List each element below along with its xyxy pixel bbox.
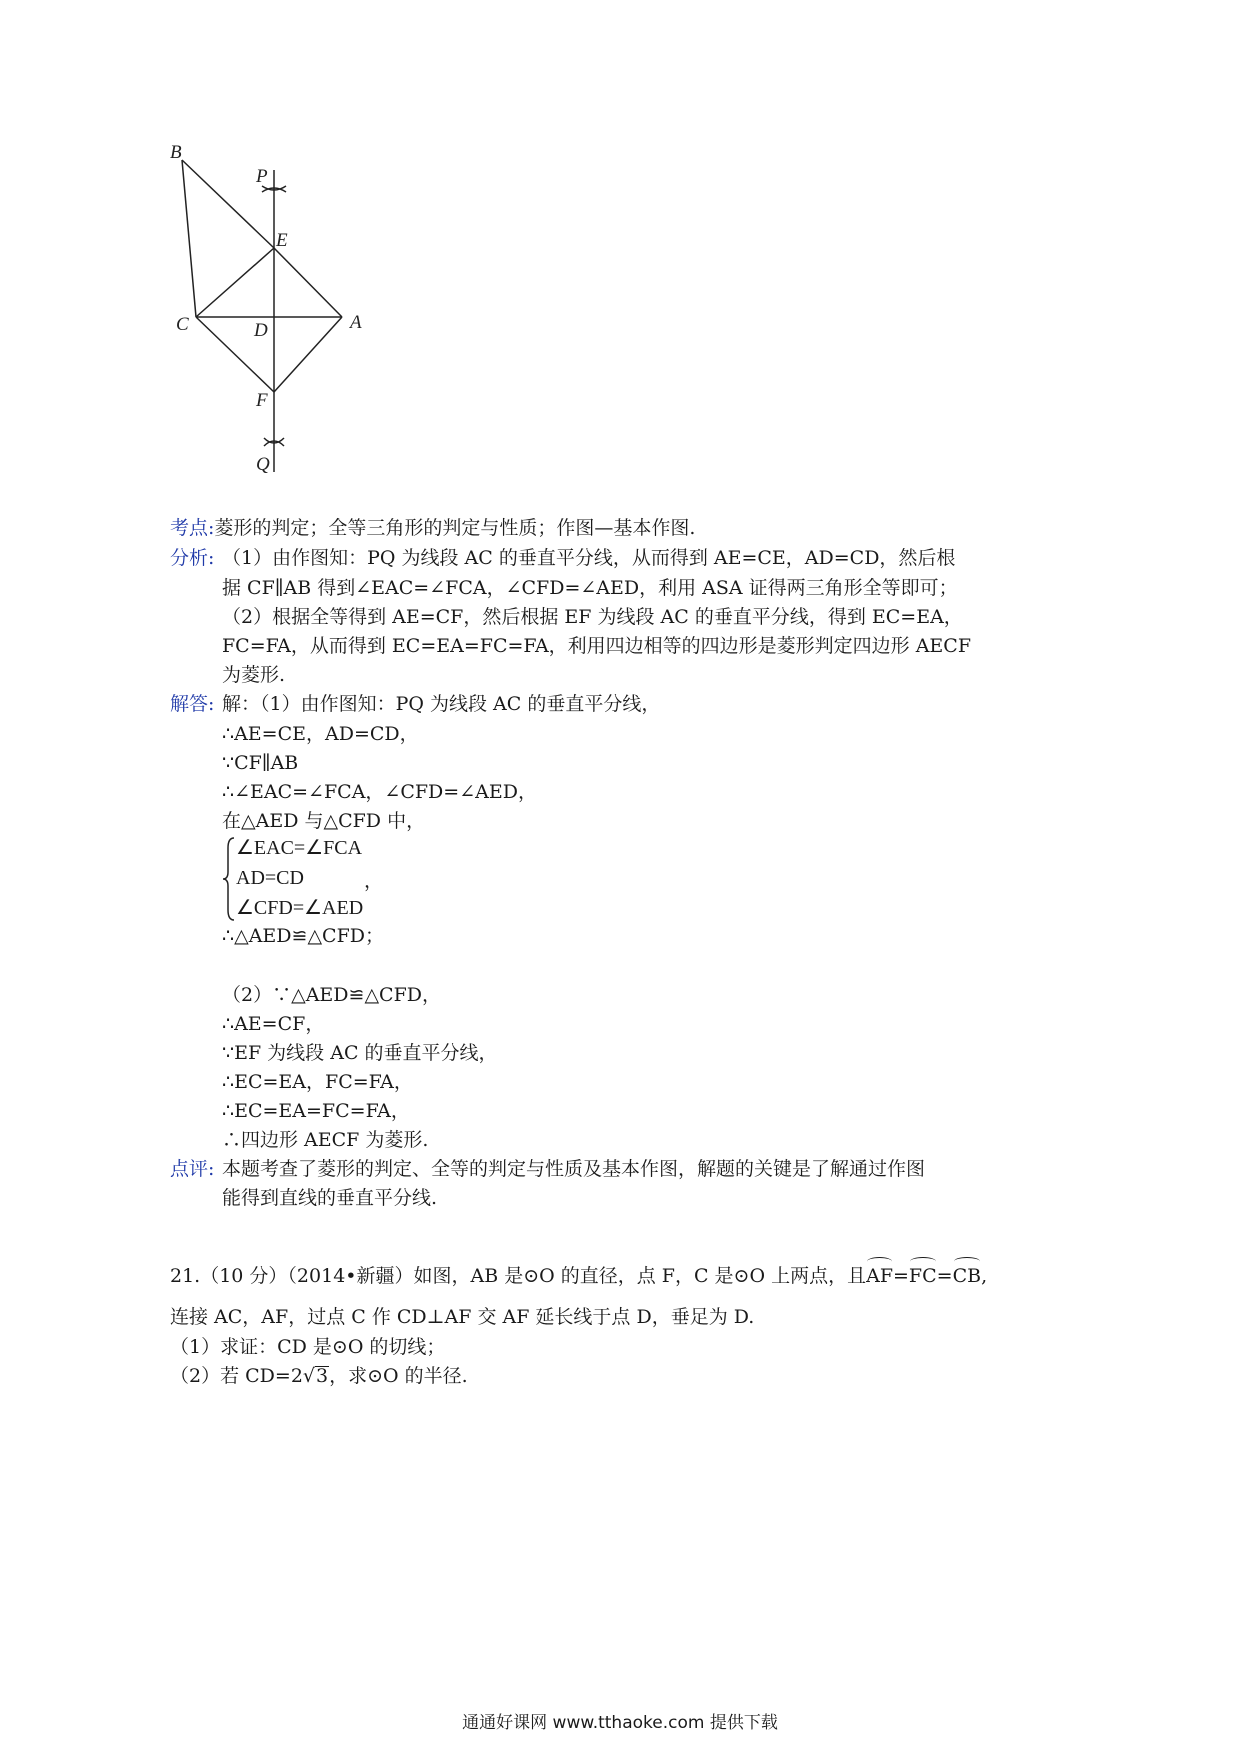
- problem21-line2: 连接 AC，AF，过点 C 作 CD⊥AF 交 AF 延长线于点 D，垂足为 D.: [170, 1306, 755, 1328]
- jieda-line: 在△AED 与△CFD 中，: [222, 810, 426, 832]
- dianping-line: 能得到直线的垂直平分线.: [222, 1187, 438, 1209]
- condition-row: ∠CFD=∠AED: [236, 897, 364, 919]
- condition-row: AD=CD: [236, 867, 304, 889]
- fenxi-line: 为菱形.: [222, 664, 286, 686]
- label-A: A: [350, 312, 362, 333]
- rhombus-construction-figure: [170, 140, 430, 540]
- jieda-conclusion: ∴△AED≌△CFD；: [222, 925, 385, 947]
- q2-suffix: ，求⊙O 的半径.: [329, 1365, 468, 1387]
- part2-line: ∴EC=EA，FC=FA，: [222, 1071, 413, 1093]
- problem21-question1: （1）求证：CD 是⊙O 的切线；: [170, 1336, 446, 1358]
- part2-line: ∴EC=EA=FC=FA，: [222, 1100, 410, 1122]
- kaodian-text: 菱形的判定；全等三角形的判定与性质；作图—基本作图.: [214, 517, 696, 539]
- part2-line: ∴四边形 AECF 为菱形.: [222, 1129, 429, 1151]
- arc-CB: CB: [952, 1265, 982, 1287]
- fenxi-line: （1）由作图知：PQ 为线段 AC 的垂直平分线，从而得到 AE=CE，AD=CD，然后根: [222, 547, 956, 569]
- line-end-comma: ,: [981, 1265, 988, 1287]
- label-C: C: [176, 314, 189, 335]
- segment-FA: [274, 317, 342, 392]
- sqrt-radicand: 3: [316, 1365, 329, 1387]
- fenxi-line: FC=FA，从而得到 EC=EA=FC=FA，利用四边相等的四边形是菱形判定四边形 AECF: [222, 635, 972, 657]
- problem21-text: 21.（10 分）（2014•新疆）如图，AB 是⊙O 的直径，点 F，C 是⊙O 上两点，且: [170, 1265, 867, 1287]
- label-F: F: [256, 390, 268, 411]
- problem21-line1: [170, 1264, 987, 1288]
- label-B: B: [170, 142, 182, 163]
- equals-sign: =: [893, 1265, 909, 1287]
- part2-line: ∴AE=CF，: [222, 1013, 325, 1035]
- problem21-question2: （2）若 CD=2√3，求⊙O 的半径.: [170, 1365, 468, 1387]
- label-P: P: [256, 166, 268, 187]
- left-brace: [222, 836, 236, 922]
- condition-row: ∠EAC=∠FCA: [236, 837, 363, 859]
- jieda-line: ∵CF∥AB: [222, 752, 299, 774]
- dianping-line: 本题考查了菱形的判定、全等的判定与性质及基本作图，解题的关键是了解通过作图: [222, 1158, 926, 1180]
- jieda-first-line: 解：（1）由作图知：PQ 为线段 AC 的垂直平分线，: [222, 693, 661, 715]
- fenxi-label: 分析:: [170, 547, 215, 569]
- part2-line: ∵EF 为线段 AC 的垂直平分线，: [222, 1042, 498, 1064]
- kaodian-label: 考点:: [170, 517, 215, 539]
- q2-prefix: （2）若 CD=2: [170, 1365, 303, 1387]
- jieda-label: 解答:: [170, 693, 215, 715]
- arc-AF: AF: [866, 1265, 893, 1287]
- kaodian-row: [170, 516, 695, 540]
- label-Q: Q: [256, 454, 270, 475]
- segment-CE: [196, 248, 274, 317]
- segment-EA: [274, 248, 342, 317]
- label-E: E: [276, 230, 288, 251]
- equals-sign: =: [936, 1265, 953, 1287]
- jieda-line: ∴AE=CE，AD=CD，: [222, 723, 419, 745]
- segment-BC: [182, 160, 196, 317]
- page-footer: 通通好课网 www.tthaoke.com 提供下载: [462, 1713, 778, 1733]
- arc-FC: FC: [908, 1265, 937, 1287]
- brace-comma: ，: [364, 870, 384, 892]
- part2-line: （2）∵△AED≌△CFD，: [222, 984, 442, 1006]
- fenxi-line: （2）根据全等得到 AE=CF，然后根据 EF 为线段 AC 的垂直平分线，得到 EC=EA，: [222, 606, 963, 628]
- label-D: D: [254, 320, 268, 341]
- dianping-label: 点评:: [170, 1158, 215, 1180]
- jieda-line: ∴∠EAC=∠FCA，∠CFD=∠AED，: [222, 781, 537, 803]
- fenxi-line: 据 CF∥AB 得到∠EAC=∠FCA，∠CFD=∠AED，利用 ASA 证得两三角形全等即可；: [222, 577, 958, 599]
